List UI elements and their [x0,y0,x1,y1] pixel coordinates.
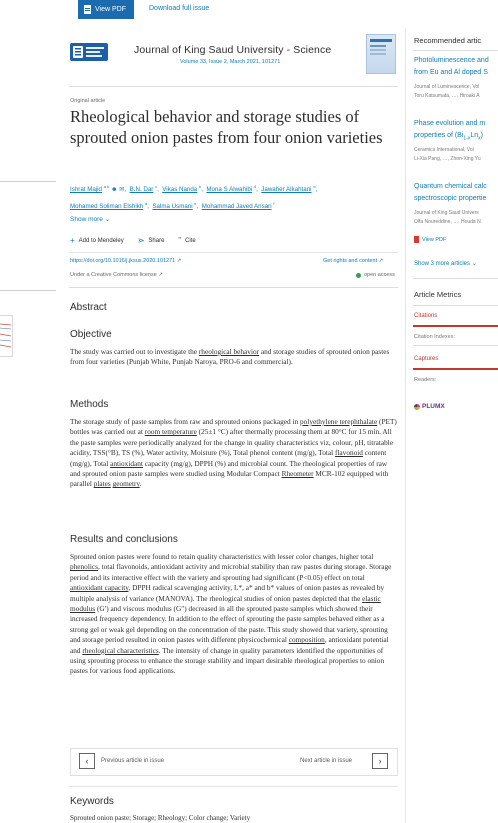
person-icon: ☻ [111,186,118,194]
recommended-article-meta [414,209,498,227]
topic-link[interactable]: composition [288,635,325,645]
topic-link[interactable]: antioxidant [110,458,143,468]
plus-icon: + [70,236,75,245]
rec-title-line: properties of (Bi [414,132,464,139]
divider [413,345,498,346]
author-link[interactable]: Ishrat Majid [70,186,102,194]
doi-link[interactable] [70,258,181,264]
next-article-link[interactable]: Next article in issue [300,758,353,764]
abstract-heading: Abstract [70,302,107,313]
left-panel-divider [0,290,56,291]
external-link-icon: ↗ [175,258,182,264]
share-label: Share [148,237,165,244]
objective-paragraph: The study was carried out to investigate the rheological behavior and storage studies of sprouted onion pastes from four varieties (Punjab White, Punjab Naroya, PRO-6 and commercial). [70,347,390,367]
show-more-label: Show more [70,216,103,223]
rec-title-line: Quantum chemical calc [414,183,487,190]
affiliation-sup[interactable]: d [145,201,148,207]
rec-title-line: Photoluminescence and [414,57,489,64]
affiliation-sup[interactable]: e [194,201,197,207]
topic-link[interactable]: elastic modulus [70,593,381,614]
cite-button[interactable] [178,236,195,245]
author-link[interactable]: Mohamed Soliman Elshikh [70,203,144,211]
article-actions [70,236,196,245]
next-article-button[interactable] [372,753,388,769]
divider [69,287,398,288]
share-icon: ⋗ [137,236,145,245]
topic-link[interactable]: Rheometer [281,469,314,479]
mendeley-label: Add to Mendeley [78,237,124,244]
recommended-article-meta [414,146,498,164]
doi-text: https://doi.org/10.1016/j.jksus.2020.101271 [70,258,176,264]
external-link-icon: ↗ [377,258,384,264]
sidebar-divider [405,28,406,823]
affiliation-sup[interactable]: a b [103,184,110,189]
citation-indexes-label: Citation Indexes: [414,334,455,340]
rec-authors: Li-Xia Pang, …, Zhen-Xing Yu [414,156,481,162]
keywords-list: Sprouted onion paste; Storage; Rheology; Color change; Variety [70,814,251,822]
get-rights-link[interactable] [323,258,383,264]
view-pdf-label: View PDF [95,6,126,13]
divider [413,50,498,51]
cite-label: Cite [185,237,196,244]
rec-title-line: Phase evolution and m [414,120,486,127]
previous-article-button[interactable] [79,753,95,769]
divider [413,278,498,279]
rights-text: Get rights and content [323,258,378,264]
external-link-icon: ↗ [156,272,163,278]
author-link[interactable]: B.N. Dar [129,186,154,194]
author-link[interactable]: Mohammad Javed Ansari [201,203,272,211]
license-text: Under a Creative Commons license [70,272,157,278]
share-button[interactable] [138,236,165,245]
rec-title-line: spectroscopic propertie [414,195,487,202]
open-access-badge [356,272,395,278]
topic-link[interactable]: flavonoid [334,448,363,458]
objective-heading: Objective [70,329,112,340]
citations-underline [413,325,498,327]
open-access-label: open access [364,272,395,278]
plumx-icon [414,404,420,410]
affiliation-sup[interactable]: c [155,184,158,189]
chevron-down-icon: ⌄ [471,261,477,267]
topic-link[interactable]: antioxidant capacity [70,583,129,593]
chevron-left-icon: ‹ [85,756,89,766]
rec-authors: Olfa Noureddine, …, Houda N [414,219,481,225]
author-list: Ishrat Majid $^{a b}$ ☻ ✉, B.N. Dar $^c$, Vikas Nanda $^b$, Mona S Alwahibi $^d$, Jawaher Alkahtani $^d$, Mohamed Soliman Elshikh $^d$, Salma Usmani $^e$, Mohammad Javed Ansari $^f$ [70,184,318,211]
chevron-right-icon: › [378,756,382,766]
methods-paragraph: The storage study of paste samples from raw and sprouted onions packaged in polyethylene terephthalate (PET) bottles was carried out at room temperature (25±1 °C) after thermally processing them at 80°C for 15 min. All the paste samples were periodically analyzed for the change in quality characteristics viz, colour, pH, titratable acidity, TSS(°B), TS (%), Water activity, Moisture (%), Total phenol content (mg/g), Total flavonoid content (mg/g), Total antioxidant capacity (mg/g), DPPH (%) and microbial count. The rheological properties of raw and sprouted onion paste samples were studied using Modular Compact Rheometer MCR-102 equipped with parallel plates geometry. [70,417,397,489]
license-link[interactable] [70,272,163,278]
open-access-icon [356,273,361,278]
divider [413,305,498,306]
pdf-icon [414,236,419,243]
recommended-article-meta [414,83,498,101]
captures-underline [413,368,498,370]
affiliation-sup[interactable]: d [313,184,316,189]
show-more-button[interactable] [70,215,110,223]
recommended-article-link[interactable]: Phase evolution and m properties of $(Bi_{1-x}Ln_x)$ [414,118,498,144]
divider [69,786,398,787]
previous-article-link[interactable]: Previous article in issue [101,758,165,764]
journal-cover-image[interactable] [366,34,396,74]
journal-issue-link[interactable]: Volume 33, Issue 2, March 2021, 101271 [180,59,281,65]
article-title: Rheological behavior and storage studies of sprouted onion pastes from four onion varieties [70,107,383,147]
chevron-down-icon: ⌄ [104,216,111,223]
topic-link[interactable]: room temperature [144,427,197,437]
rec-source: Journal of Luminescence, Vol [414,84,480,90]
rec-source: Journal of King Saud Univers [414,210,479,216]
show-more-articles-button[interactable] [414,260,477,267]
topic-link[interactable]: rheological characteristics [82,645,159,655]
topic-link[interactable]: geometry [112,479,140,489]
add-to-mendeley-button[interactable] [70,236,124,245]
quote-icon: ” [178,236,182,245]
topic-link[interactable]: phenolics [70,562,98,572]
rec-authors: Toru Katsumata, …, Hiroaki A [414,93,480,99]
divider [69,252,398,253]
article-type: Original article [70,98,106,104]
figure-thumbnail[interactable] [0,315,13,357]
plumx-logo-link[interactable] [414,403,445,410]
topic-link[interactable]: rheological behavior [198,347,260,356]
author-link[interactable]: Salma Usmani [152,203,193,211]
readers-label: Readers: [414,377,437,383]
plumx-label: PLUMX [422,403,445,410]
affiliation-sup[interactable]: b [198,184,202,189]
author-link[interactable]: Vikas Nanda [162,186,198,194]
rec-title-line: from Eu and Al doped S [414,69,488,76]
journal-title-link[interactable]: Journal of King Saud University - Science [134,44,332,56]
keywords-heading: Keywords [70,796,114,807]
results-paragraph: Sprouted onion pastes were found to retain quality characteristics with lesser color changes, higher total phenolics, total flavonoids, antioxidant activity and microbial stability than raw pastes during storage. Storage period and its interactive effect with the variety and sprouting had significant (P<0.05) effect on total antioxidant capacity, DPPH radical scavenging activity, L*, a* and b* values of onion pastes as revealed by multiple analysis of variance (MANOVA). The rheological studies of onion pastes depicted that the elastic modulus (G′) and viscous modulus (G″) decreased in all the sprouted paste samples which showed their increased frequency dependency. In addition to the effect of sprouting the paste samples behaved either as a strong gel or weak gel depending on the concentration of the paste. This study showed that variety, sprouting and storage period resulted in onion pastes with different physicochemical composition, antioxidant potential and rheological characteristics. The intensity of change in quality parameters identified the opportunities of using sprouting process to enhance the storage stability and impart desirable rheological properties to onion pastes for various food applications. [70,552,392,676]
divider [69,86,398,87]
topic-link[interactable]: polyethylene terephthalate [300,417,378,426]
results-heading: Results and conclusions [70,534,178,545]
mail-icon: ✉ [119,186,125,194]
metrics-heading: Article Metrics [414,290,462,299]
view-pdf-label: View PDF [422,236,447,243]
left-panel-divider [0,181,56,182]
affiliation-sup[interactable]: f [273,201,275,207]
recommended-article-link[interactable] [414,55,498,79]
recommended-heading: Recommended artic [414,36,482,45]
download-full-issue-link[interactable]: Download full issue [149,5,210,12]
recommended-article-link[interactable] [414,181,498,205]
show-more-articles-label: Show 3 more articles [414,261,471,267]
view-pdf-button[interactable] [78,0,134,19]
rec-source: Ceramics International, Vol [414,147,474,153]
captures-heading: Captures [414,356,439,362]
author-link[interactable]: Mona S Alwahibi [206,186,253,194]
journal-logo[interactable] [70,43,108,61]
recommended-view-pdf-link[interactable] [414,236,446,243]
topic-link[interactable]: plates [93,479,111,489]
author-link[interactable]: Jawaher Alkahtani [261,186,312,194]
pdf-icon [84,5,91,14]
citations-heading: Citations [414,313,438,319]
affiliation-sup[interactable]: d [253,184,257,189]
methods-heading: Methods [70,399,109,410]
